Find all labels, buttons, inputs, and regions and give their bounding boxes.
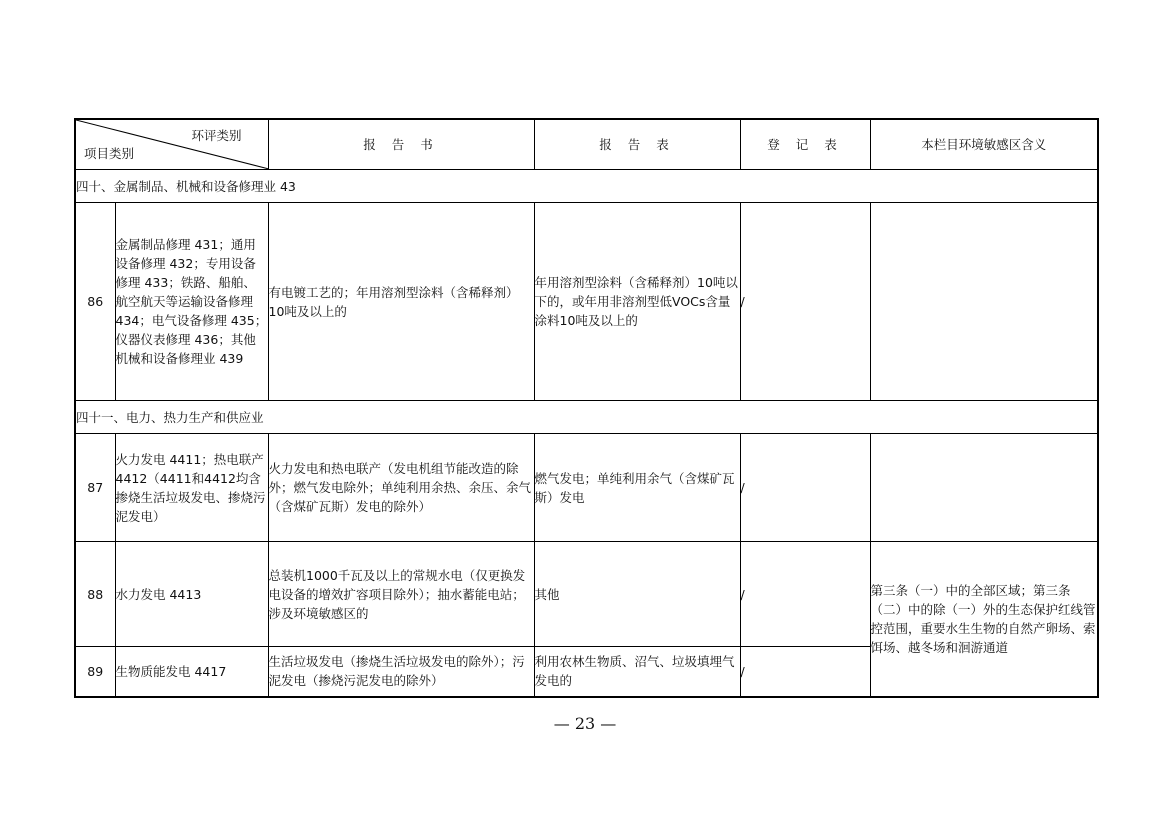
classification-table — [74, 118, 1099, 698]
project-category: 火力发电 4411；热电联产 4412（4411和4412均含掺烧生活垃圾发电、掺烧污泥发电） — [115, 434, 268, 542]
header-report-book: 报 告 书 — [268, 119, 534, 170]
report-book-criteria: 生活垃圾发电（掺烧生活垃圾发电的除外）；污泥发电（掺烧污泥发电的除外） — [268, 647, 534, 697]
diagonal-header-cell — [75, 119, 268, 170]
section-title: 四十一、电力、热力生产和供应业 — [75, 401, 1098, 434]
table-row — [75, 203, 1098, 401]
project-category: 生物质能发电 4417 — [115, 647, 268, 697]
section-title: 四十、金属制品、机械和设备修理业 43 — [75, 170, 1098, 203]
sensitive-area-definition — [870, 542, 1098, 697]
registration-criteria: / — [740, 203, 870, 401]
header-project-category: 项目类别 — [84, 146, 135, 161]
registration-criteria: / — [740, 434, 870, 542]
header-row — [75, 119, 1098, 170]
project-category: 水力发电 4413 — [115, 542, 268, 647]
header-report-form: 报 告 表 — [534, 119, 740, 170]
row-number: 87 — [75, 434, 115, 542]
registration-criteria: / — [740, 647, 870, 697]
header-registration-form: 登 记 表 — [740, 119, 870, 170]
report-form-criteria: 其他 — [534, 542, 740, 647]
table-row — [75, 542, 1098, 647]
report-form-criteria: 燃气发电；单纯利用余气（含煤矿瓦斯）发电 — [534, 434, 740, 542]
section-row — [75, 401, 1098, 434]
report-book-criteria: 火力发电和热电联产（发电机组节能改造的除外；燃气发电除外；单纯利用余热、余压、余气（含煤矿瓦斯）发电的除外） — [268, 434, 534, 542]
header-sensitive-area: 本栏目环境敏感区含义 — [870, 119, 1098, 170]
sensitive-area-definition — [870, 203, 1098, 401]
page-number: — 23 — — [553, 714, 617, 733]
report-book-criteria: 总装机1000千瓦及以上的常规水电（仅更换发电设备的增效扩容项目除外）；抽水蓄能电站；涉及环境敏感区的 — [268, 542, 534, 647]
row-number: 88 — [75, 542, 115, 647]
registration-criteria: / — [740, 542, 870, 647]
report-form-criteria: 年用溶剂型涂料（含稀释剂）10吨以下的，或年用非溶剂型低VOCs含量涂料10吨及以上的 — [534, 203, 740, 401]
header-eia-category: 环评类别 — [191, 128, 242, 143]
report-form-criteria: 利用农林生物质、沼气、垃圾填埋气发电的 — [534, 647, 740, 697]
project-category: 金属制品修理 431；通用设备修理 432；专用设备修理 433；铁路、船舶、航空航天等运输设备修理 434；电气设备修理 435；仪器仪表修理 436；其他机械和设备修理业 439 — [115, 203, 268, 401]
sensitive-area-definition — [870, 434, 1098, 542]
row-number: 89 — [75, 647, 115, 697]
report-book-criteria: 有电镀工艺的；年用溶剂型涂料（含稀释剂）10吨及以上的 — [268, 203, 534, 401]
row-number: 86 — [75, 203, 115, 401]
section-row — [75, 170, 1098, 203]
table-row — [75, 434, 1098, 542]
sensitive-area-text: 第三条（一）中的全部区域；第三条（二）中的除（一）外的生态保护红线管控范围，重要水生生物的自然产卵场、索饵场、越冬场和洄游通道 — [870, 582, 1096, 655]
